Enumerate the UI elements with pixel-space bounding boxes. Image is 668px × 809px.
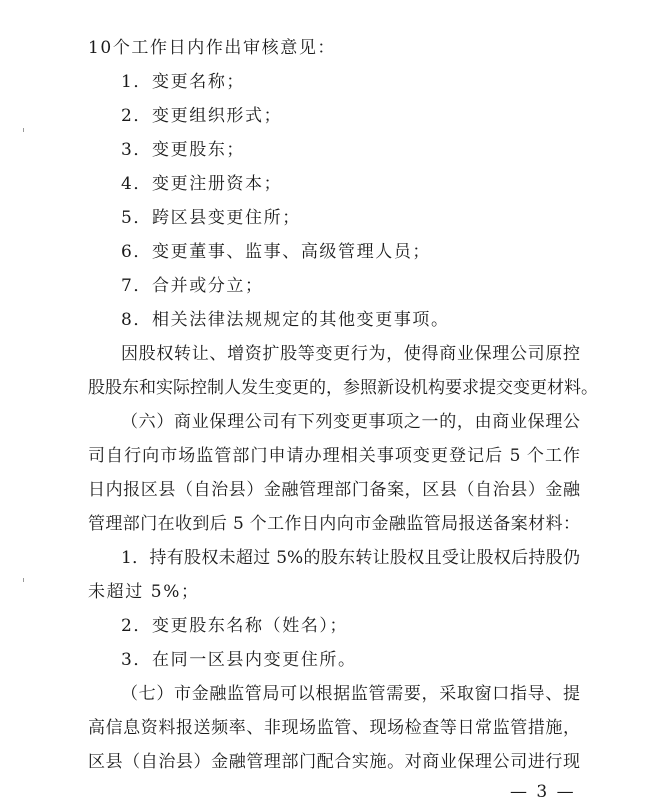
text-line: 区县（自治县）金融管理部门配合实施。对商业保理公司进行现	[88, 752, 580, 772]
list-item: 4．变更注册资本；	[121, 174, 283, 194]
page-number: — 3 —	[510, 782, 576, 802]
text-line: 未超过 5%；	[88, 582, 200, 602]
scan-mark	[23, 578, 24, 582]
text-line: 高信息资料报送频率、非现场监管、现场检查等日常监管措施，	[88, 718, 580, 738]
scan-mark	[23, 128, 24, 132]
text-line: 司自行向市场监管部门申请办理相关事项变更登记后 5 个工作	[88, 446, 580, 466]
text-line: 管理部门在收到后 5 个工作日内向市金融监管局报送备案材料：	[88, 514, 580, 534]
list-item: 5．跨区县变更住所；	[121, 208, 301, 228]
list-item: 8．相关法律法规规定的其他变更事项。	[121, 310, 450, 330]
text-line: 日内报区县（自治县）金融管理部门备案，区县（自治县）金融	[88, 480, 580, 500]
list-item: 3．变更股东；	[121, 140, 246, 160]
list-item: 2．变更组织形式；	[121, 106, 283, 126]
text-line: 因股权转让、增资扩股等变更行为，使得商业保理公司原控	[121, 344, 580, 364]
list-item: 2．变更股东名称（姓名）；	[121, 616, 349, 636]
list-item: 3．在同一区县内变更住所。	[121, 650, 357, 670]
list-item: 7．合并或分立；	[121, 276, 264, 296]
list-item: 1．持有股权未超过 5%的股东转让股权且受让股权后持股仍	[121, 548, 580, 568]
text-line: （七）市金融监管局可以根据监管需要，采取窗口指导、提	[121, 684, 580, 704]
list-item: 6．变更董事、监事、高级管理人员；	[121, 242, 432, 262]
text-line: （六）商业保理公司有下列变更事项之一的，由商业保理公	[121, 412, 580, 432]
list-item: 1．变更名称；	[121, 72, 246, 92]
text-line: 10个工作日内作出审核意见：	[88, 38, 337, 58]
text-line: 股股东和实际控制人发生变更的，参照新设机构要求提交变更材料。	[88, 378, 598, 398]
